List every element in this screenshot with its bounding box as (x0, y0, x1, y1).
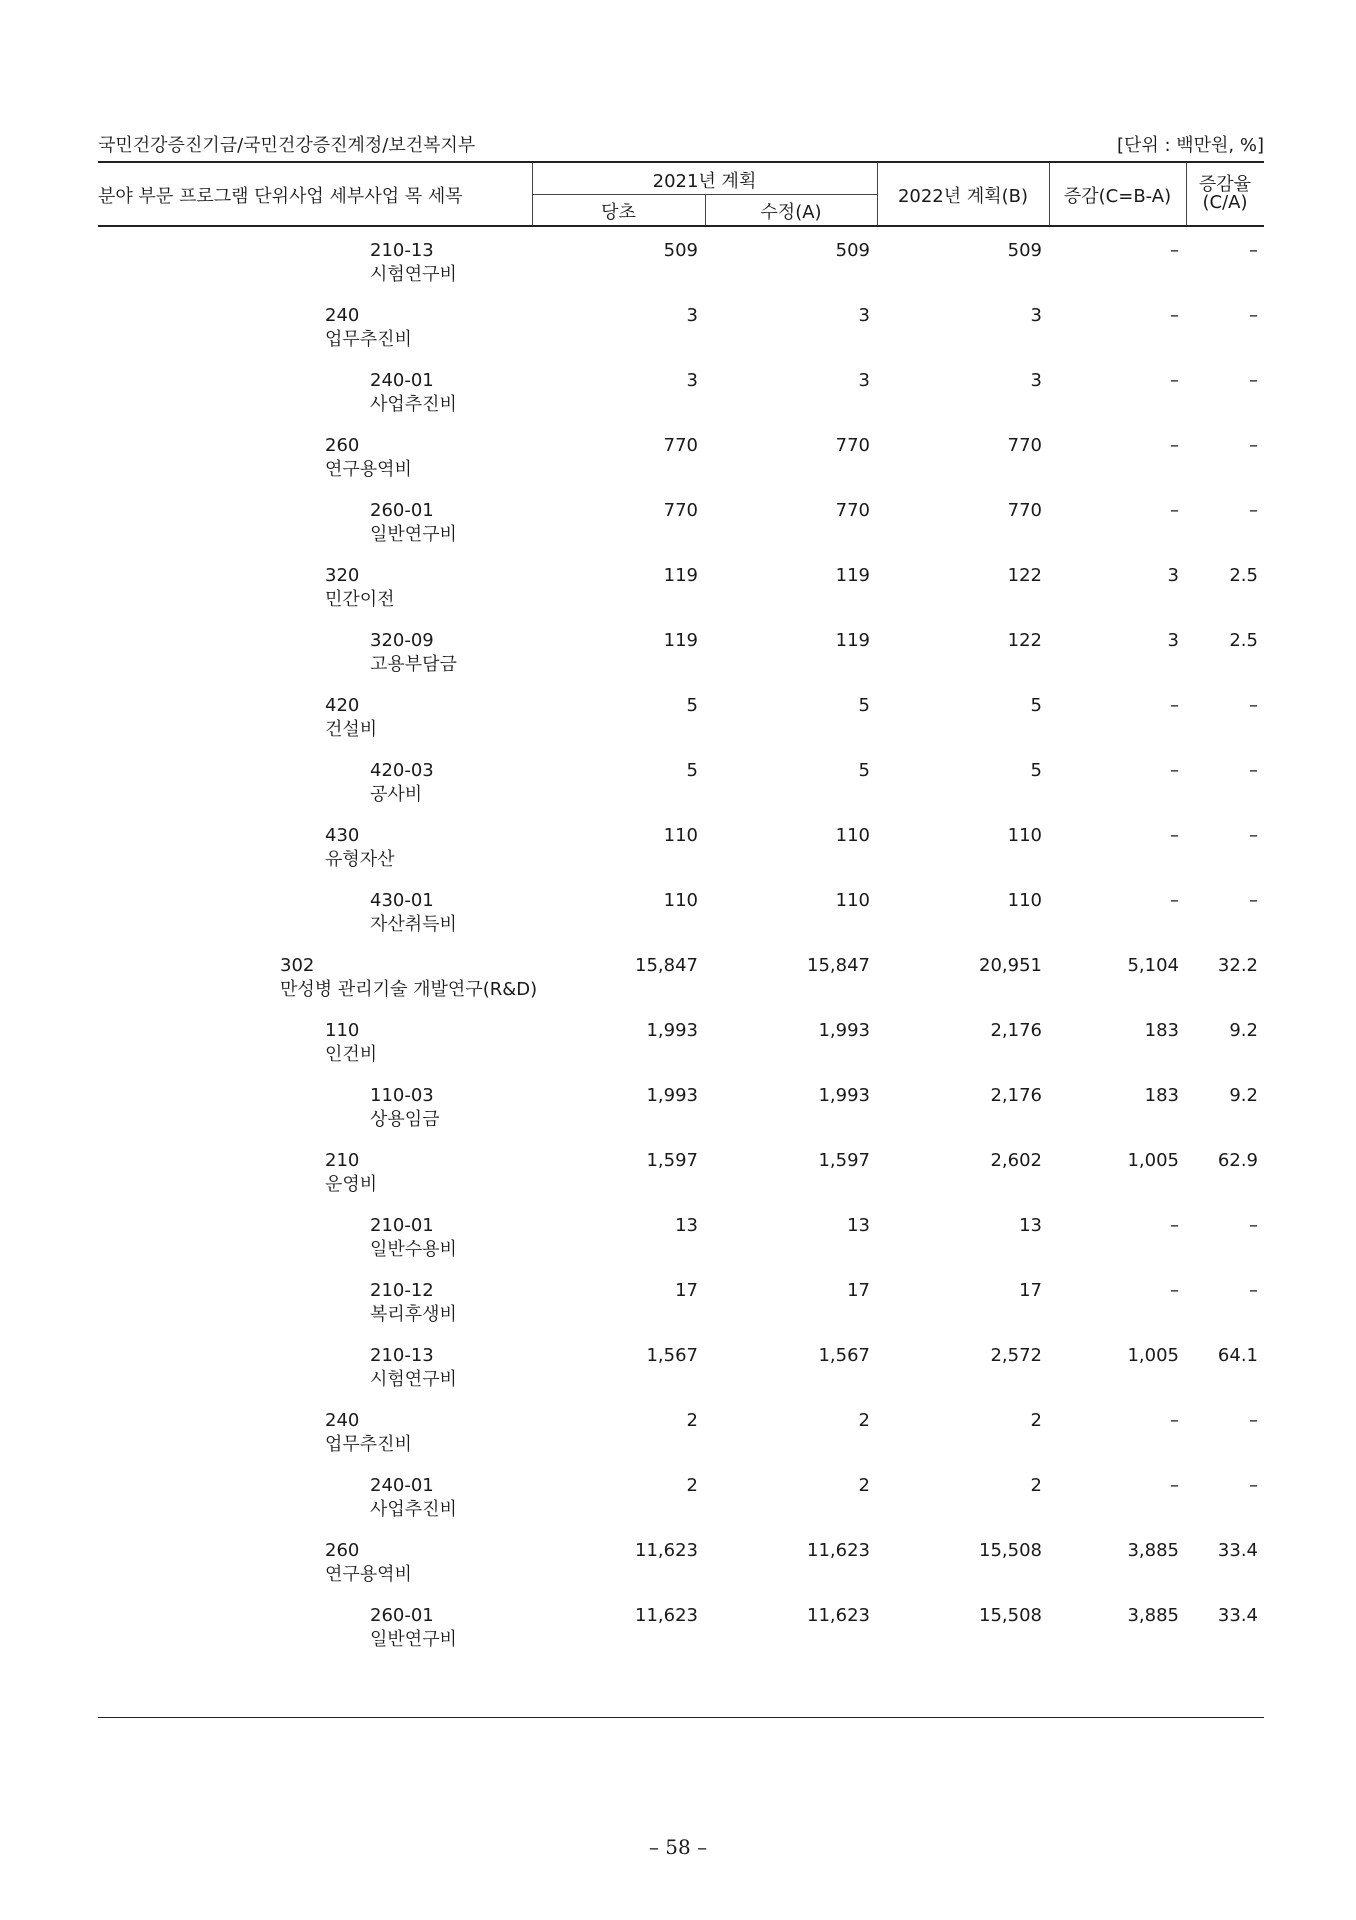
table-row (0, 630, 1356, 690)
cell-original: 2 (686, 1475, 698, 1496)
item-code: 210-01 (370, 1215, 434, 1236)
cell-change: – (1170, 890, 1179, 911)
table-bottom-rule (98, 1717, 1264, 1718)
cell-plan-2022: 2,572 (990, 1345, 1042, 1366)
cell-rate: – (1249, 1410, 1258, 1431)
cell-original: 5 (686, 695, 698, 716)
cell-revised: 119 (835, 565, 870, 586)
cell-revised: 1,567 (818, 1345, 870, 1366)
column-header-plan-2022: 2022년 계획(B) (897, 186, 1029, 207)
cell-rate: 33.4 (1217, 1605, 1258, 1626)
column-header-change: 증감(C=B-A) (1063, 186, 1172, 207)
item-name: 복리후생비 (370, 1304, 457, 1325)
item-code: 302 (280, 955, 315, 976)
table-row (0, 240, 1356, 300)
cell-rate: – (1249, 1215, 1258, 1236)
item-code: 320-09 (370, 630, 434, 651)
cell-original: 1,993 (646, 1020, 698, 1041)
cell-plan-2022: 2 (1030, 1475, 1042, 1496)
table-row (0, 890, 1356, 950)
cell-plan-2022: 3 (1030, 370, 1042, 391)
cell-plan-2022: 17 (1019, 1280, 1042, 1301)
cell-original: 1,993 (646, 1085, 698, 1106)
cell-plan-2022: 2,602 (990, 1150, 1042, 1171)
cell-rate: 9.2 (1229, 1020, 1258, 1041)
table-row (0, 1215, 1356, 1275)
cell-revised: 2 (858, 1410, 870, 1431)
cell-change: 3 (1167, 565, 1179, 586)
cell-plan-2022: 2,176 (990, 1020, 1042, 1041)
cell-change: – (1170, 1215, 1179, 1236)
item-name: 인건비 (325, 1044, 378, 1065)
table-row (0, 1020, 1356, 1080)
cell-revised: 11,623 (807, 1605, 870, 1626)
item-code: 260 (325, 435, 360, 456)
cell-rate: – (1249, 500, 1258, 521)
table-row (0, 1475, 1356, 1535)
table-row (0, 825, 1356, 885)
cell-revised: 11,623 (807, 1540, 870, 1561)
page-number: – 58 – (648, 1835, 708, 1859)
item-name: 업무추진비 (325, 1434, 412, 1455)
item-name: 공사비 (370, 784, 423, 805)
item-code: 210-12 (370, 1280, 434, 1301)
cell-revised: 770 (835, 435, 870, 456)
cell-plan-2022: 122 (1007, 565, 1042, 586)
cell-rate: – (1249, 240, 1258, 261)
item-code: 320 (325, 565, 360, 586)
table-row (0, 955, 1356, 1015)
table-row (0, 305, 1356, 365)
cell-original: 110 (663, 890, 698, 911)
cell-change: 3,885 (1127, 1605, 1179, 1626)
cell-original: 2 (686, 1410, 698, 1431)
cell-revised: 110 (835, 825, 870, 846)
cell-revised: 13 (847, 1215, 870, 1236)
cell-rate: – (1249, 825, 1258, 846)
cell-rate: – (1249, 695, 1258, 716)
cell-revised: 110 (835, 890, 870, 911)
item-code: 420 (325, 695, 360, 716)
item-name: 업무추진비 (325, 329, 412, 350)
table-row (0, 1085, 1356, 1145)
cell-change: – (1170, 435, 1179, 456)
table-row (0, 370, 1356, 430)
cell-change: – (1170, 1475, 1179, 1496)
cell-rate: 62.9 (1217, 1150, 1258, 1171)
item-code: 110 (325, 1020, 360, 1041)
cell-rate: 2.5 (1229, 565, 1258, 586)
item-code: 240-01 (370, 1475, 434, 1496)
column-header-original: 당초 (601, 202, 636, 223)
cell-change: – (1170, 500, 1179, 521)
document-title: 국민건강증진기금/국민건강증진계정/보건복지부 (98, 135, 476, 156)
cell-revised: 5 (858, 760, 870, 781)
column-header-plan-2021: 2021년 계획 (652, 171, 757, 192)
cell-revised: 1,993 (818, 1085, 870, 1106)
cell-change: 183 (1144, 1085, 1179, 1106)
item-name: 시험연구비 (370, 1369, 457, 1390)
cell-rate: – (1249, 890, 1258, 911)
cell-rate: – (1249, 305, 1258, 326)
cell-plan-2022: 110 (1007, 890, 1042, 911)
item-name: 건설비 (325, 719, 378, 740)
cell-rate: – (1249, 435, 1258, 456)
cell-original: 15,847 (635, 955, 698, 976)
cell-plan-2022: 3 (1030, 305, 1042, 326)
cell-revised: 15,847 (807, 955, 870, 976)
item-name: 민간이전 (325, 589, 395, 610)
column-header-hierarchy: 분야 부문 프로그램 단위사업 세부사업 목 세목 (98, 186, 463, 207)
item-code: 240 (325, 1410, 360, 1431)
cell-revised: 3 (858, 305, 870, 326)
item-code: 260-01 (370, 1605, 434, 1626)
cell-plan-2022: 509 (1007, 240, 1042, 261)
table-row (0, 1150, 1356, 1210)
table-row (0, 695, 1356, 755)
cell-plan-2022: 2,176 (990, 1085, 1042, 1106)
table-row (0, 1605, 1356, 1665)
cell-change: 5,104 (1127, 955, 1179, 976)
cell-rate: 33.4 (1217, 1540, 1258, 1561)
cell-plan-2022: 15,508 (979, 1540, 1042, 1561)
cell-revised: 119 (835, 630, 870, 651)
cell-original: 509 (663, 240, 698, 261)
item-name: 유형자산 (325, 849, 395, 870)
cell-rate: 64.1 (1217, 1345, 1258, 1366)
item-name: 운영비 (325, 1174, 378, 1195)
item-code: 260-01 (370, 500, 434, 521)
item-name: 만성병 관리기술 개발연구(R&D) (280, 979, 538, 1000)
cell-revised: 3 (858, 370, 870, 391)
cell-plan-2022: 5 (1030, 760, 1042, 781)
item-name: 일반수용비 (370, 1239, 457, 1260)
cell-original: 17 (675, 1280, 698, 1301)
item-code: 110-03 (370, 1085, 434, 1106)
cell-change: – (1170, 305, 1179, 326)
cell-rate: – (1249, 370, 1258, 391)
cell-change: – (1170, 695, 1179, 716)
table-row (0, 760, 1356, 820)
cell-revised: 1,597 (818, 1150, 870, 1171)
cell-original: 119 (663, 565, 698, 586)
cell-change: 3,885 (1127, 1540, 1179, 1561)
cell-plan-2022: 15,508 (979, 1605, 1042, 1626)
cell-original: 11,623 (635, 1605, 698, 1626)
cell-change: – (1170, 825, 1179, 846)
item-code: 420-03 (370, 760, 434, 781)
cell-plan-2022: 13 (1019, 1215, 1042, 1236)
item-name: 연구용역비 (325, 459, 412, 480)
item-code: 210-13 (370, 1345, 434, 1366)
table-row (0, 1280, 1356, 1340)
item-name: 상용임금 (370, 1109, 440, 1130)
item-name: 사업추진비 (370, 394, 457, 415)
column-header-revised: 수정(A) (760, 202, 822, 223)
table-row (0, 1540, 1356, 1600)
cell-original: 5 (686, 760, 698, 781)
table-row (0, 1345, 1356, 1405)
table-row (0, 565, 1356, 625)
cell-change: 1,005 (1127, 1345, 1179, 1366)
cell-original: 13 (675, 1215, 698, 1236)
cell-plan-2022: 770 (1007, 435, 1042, 456)
cell-plan-2022: 5 (1030, 695, 1042, 716)
cell-change: – (1170, 240, 1179, 261)
cell-revised: 1,993 (818, 1020, 870, 1041)
cell-rate: – (1249, 760, 1258, 781)
item-name: 일반연구비 (370, 1629, 457, 1650)
cell-original: 1,567 (646, 1345, 698, 1366)
cell-rate: 32.2 (1217, 955, 1258, 976)
cell-plan-2022: 122 (1007, 630, 1042, 651)
cell-change: – (1170, 370, 1179, 391)
cell-original: 1,597 (646, 1150, 698, 1171)
table-row (0, 500, 1356, 560)
cell-plan-2022: 110 (1007, 825, 1042, 846)
cell-change: 183 (1144, 1020, 1179, 1041)
item-code: 240-01 (370, 370, 434, 391)
cell-original: 3 (686, 305, 698, 326)
cell-plan-2022: 770 (1007, 500, 1042, 521)
cell-plan-2022: 2 (1030, 1410, 1042, 1431)
cell-revised: 770 (835, 500, 870, 521)
cell-original: 3 (686, 370, 698, 391)
item-name: 연구용역비 (325, 1564, 412, 1585)
cell-plan-2022: 20,951 (979, 955, 1042, 976)
cell-original: 770 (663, 500, 698, 521)
column-header-rate: 증감율 (1198, 174, 1252, 195)
item-code: 210 (325, 1150, 360, 1171)
unit-label: [단위 : 백만원, %] (1116, 135, 1264, 156)
cell-change: 1,005 (1127, 1150, 1179, 1171)
table-row (0, 1410, 1356, 1470)
item-code: 240 (325, 305, 360, 326)
item-code: 430 (325, 825, 360, 846)
cell-original: 770 (663, 435, 698, 456)
table-row (0, 435, 1356, 495)
cell-revised: 5 (858, 695, 870, 716)
cell-original: 110 (663, 825, 698, 846)
cell-rate: – (1249, 1475, 1258, 1496)
cell-change: – (1170, 1410, 1179, 1431)
cell-rate: 9.2 (1229, 1085, 1258, 1106)
cell-revised: 17 (847, 1280, 870, 1301)
item-name: 자산취득비 (370, 914, 457, 935)
cell-change: – (1170, 760, 1179, 781)
cell-rate: 2.5 (1229, 630, 1258, 651)
cell-rate: – (1249, 1280, 1258, 1301)
cell-revised: 2 (858, 1475, 870, 1496)
item-name: 일반연구비 (370, 524, 457, 545)
item-code: 210-13 (370, 240, 434, 261)
column-header-rate-sub: (C/A) (1202, 192, 1248, 213)
item-name: 사업추진비 (370, 1499, 457, 1520)
cell-revised: 509 (835, 240, 870, 261)
item-code: 430-01 (370, 890, 434, 911)
item-name: 고용부담금 (370, 654, 457, 675)
cell-change: – (1170, 1280, 1179, 1301)
item-code: 260 (325, 1540, 360, 1561)
cell-original: 119 (663, 630, 698, 651)
cell-original: 11,623 (635, 1540, 698, 1561)
item-name: 시험연구비 (370, 264, 457, 285)
cell-change: 3 (1167, 630, 1179, 651)
